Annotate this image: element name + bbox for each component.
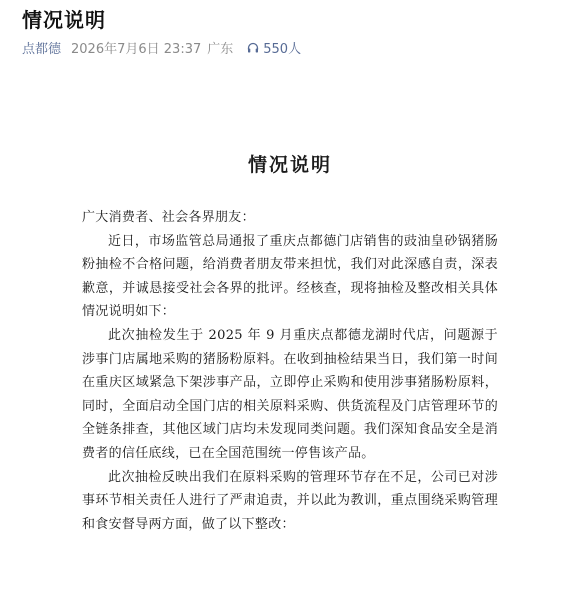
publish-date: 2026年7月6日 23:37 <box>71 42 202 57</box>
listen-button[interactable] <box>247 38 301 57</box>
document-paragraph: 近日，市场监管总局通报了重庆点都德门店销售的豉油皇砂锅猪肠粉抽检不合格问题，给消费者朋友带来担忧，我们对此深感自责，深表歉意，并诚恳接受社会各界的批评。经核查，现将抽检及整改相关具体情况说明如下： <box>82 233 498 320</box>
author-link[interactable]: 点都德 <box>22 42 62 57</box>
document-paragraph: 此次抽检发生于 2025 年 9 月重庆点都德龙湖时代店，问题源于涉事门店属地采购的猪肠粉原料。在收到抽检结果当日，我们第一时间在重庆区域紧急下架涉事产品，立即停止采购和使用涉事猪肠粉原料，同时，全面启动全国门店的相关原料采购、供货流程及门店管理环节的全链条排查，其他区域门店均未发现同类问题。我们深知食品安全是消费者的信任底线，已在全国范围统一停售该产品。 <box>82 327 498 461</box>
document-greeting: 广大消费者、社会各界朋友： <box>82 210 255 225</box>
document <box>0 150 580 532</box>
page-title: 情况说明 <box>22 8 106 32</box>
document-body <box>82 206 498 536</box>
publish-region: 广东 <box>207 42 234 57</box>
listen-count: 550人 <box>263 42 302 57</box>
document-paragraph: 此次抽检反映出我们在原料采购的管理环节存在不足，公司已对涉事环节相关责任人进行了严肃追责，并以此为教训，重点围绕采购管理和食安督导两方面，做了以下整改： <box>82 469 498 532</box>
article-meta <box>22 38 301 57</box>
headphones-icon <box>247 42 259 54</box>
document-title: 情况说明 <box>247 154 332 176</box>
